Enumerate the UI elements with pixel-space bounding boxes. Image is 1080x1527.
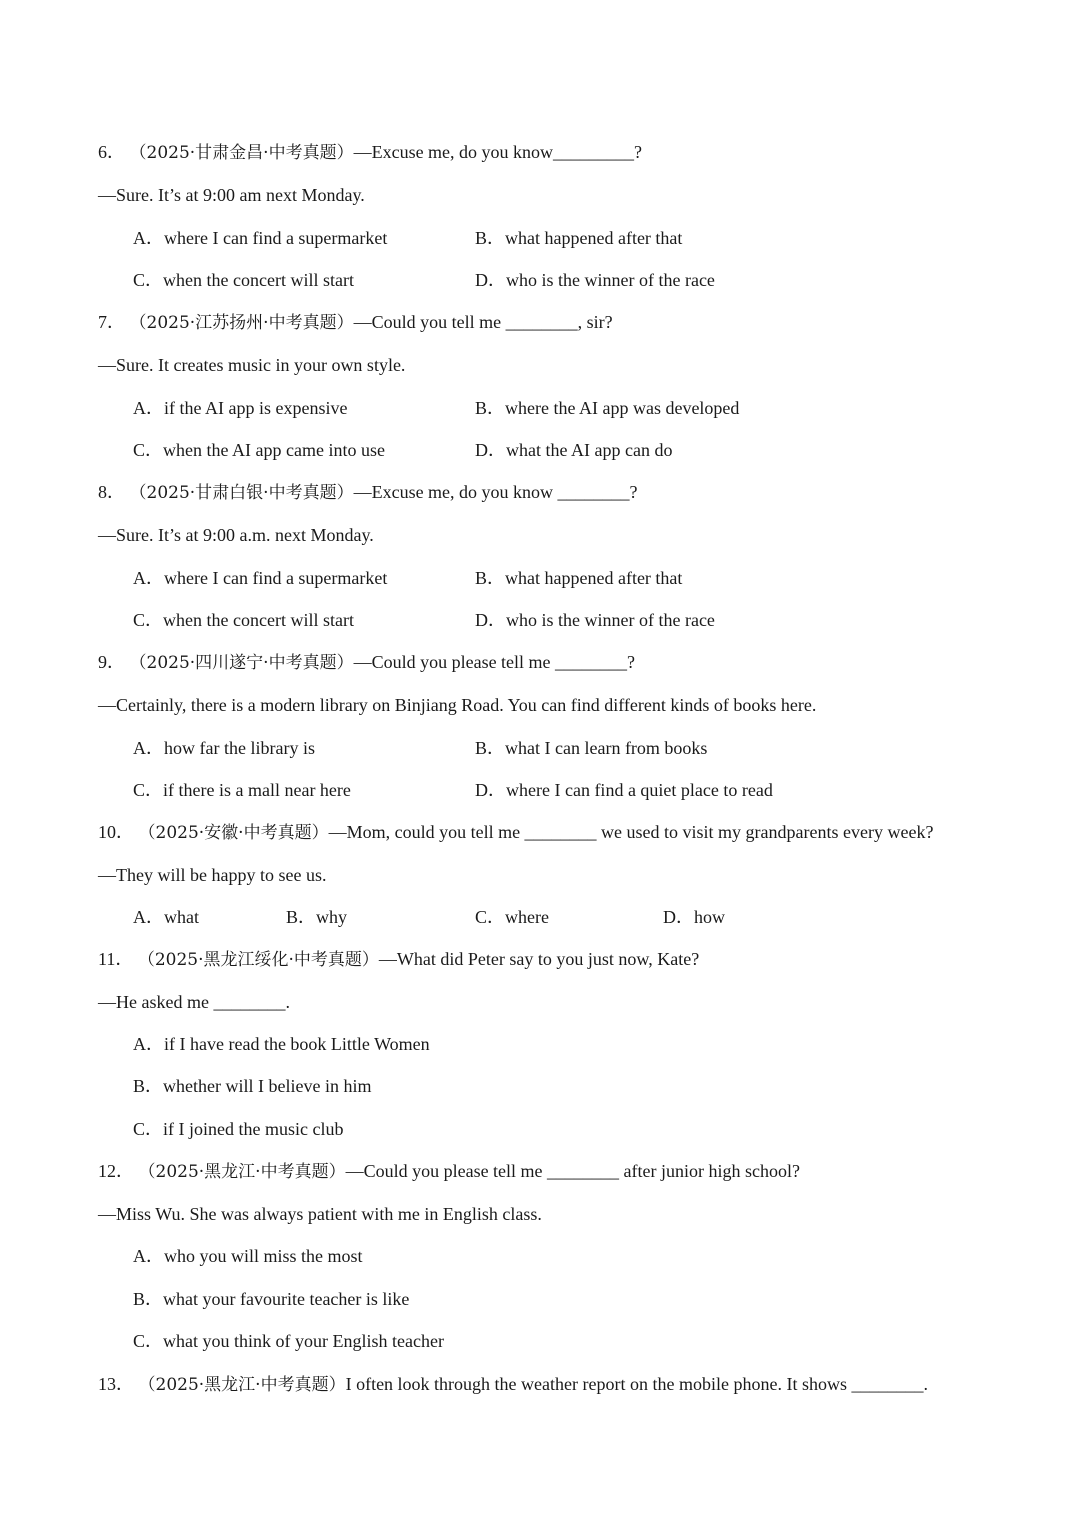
- option-b: B．what I can learn from books: [475, 738, 708, 758]
- question-number: 8．: [98, 482, 125, 502]
- question-stem: —Excuse me, do you know_________?: [353, 142, 643, 162]
- question-number: 11．: [98, 949, 134, 969]
- question-source: （2025·江苏扬州·中考真题）: [129, 313, 354, 333]
- question-number: 6．: [98, 142, 125, 162]
- option-d: D．who is the winner of the race: [475, 610, 715, 630]
- option-a: A．who you will miss the most: [133, 1246, 363, 1266]
- question-number: 7．: [98, 312, 125, 332]
- question-11: [98, 947, 699, 972]
- option-d: D．what the AI app can do: [475, 440, 673, 460]
- option-b: B．whether will I believe in him: [133, 1076, 372, 1096]
- question-reply: —Sure. It’s at 9:00 a.m. next Monday.: [98, 525, 374, 545]
- option-a: A．how far the library is: [133, 738, 315, 758]
- question-reply: —They will be happy to see us.: [98, 865, 327, 885]
- question-stem: —Excuse me, do you know ________?: [353, 482, 638, 502]
- question-12: [98, 1159, 800, 1184]
- option-a: A．where I can find a supermarket: [133, 228, 388, 248]
- option-d: D．who is the winner of the race: [475, 270, 715, 290]
- question-stem: I often look through the weather report on the mobile phone. It shows ________.: [345, 1374, 928, 1394]
- question-8: [98, 480, 638, 505]
- question-source: （2025·黑龙江绥化·中考真题）: [137, 950, 379, 970]
- option-c: C．where: [475, 907, 549, 927]
- question-stem: —Mom, could you tell me ________ we used to visit my grandparents every week?: [328, 822, 934, 842]
- question-reply: —He asked me ________.: [98, 992, 290, 1012]
- question-source: （2025·黑龙江·中考真题）: [138, 1162, 346, 1182]
- option-b: B．what happened after that: [475, 568, 683, 588]
- question-number: 12．: [98, 1161, 134, 1181]
- question-stem: —Could you tell me ________, sir?: [353, 312, 613, 332]
- question-reply: —Sure. It creates music in your own style.: [98, 355, 406, 375]
- question-stem: —Could you please tell me ________ after junior high school?: [345, 1161, 800, 1181]
- option-c: C．when the concert will start: [133, 270, 354, 290]
- question-source: （2025·安徽·中考真题）: [138, 823, 329, 843]
- option-c: C．what you think of your English teacher: [133, 1331, 444, 1351]
- option-d: D．where I can find a quiet place to read: [475, 780, 773, 800]
- option-a: A．where I can find a supermarket: [133, 568, 388, 588]
- question-reply: —Certainly, there is a modern library on Binjiang Road. You can find different kinds of books here.: [98, 695, 817, 715]
- question-10: [98, 820, 933, 845]
- option-a: A．if the AI app is expensive: [133, 398, 348, 418]
- question-6: [98, 140, 642, 165]
- option-c: C．when the AI app came into use: [133, 440, 385, 460]
- question-reply: —Sure. It’s at 9:00 am next Monday.: [98, 185, 365, 205]
- option-a: A．if I have read the book Little Women: [133, 1034, 430, 1054]
- question-source: （2025·甘肃白银·中考真题）: [129, 483, 354, 503]
- option-c: C．if I joined the music club: [133, 1119, 344, 1139]
- question-source: （2025·四川遂宁·中考真题）: [129, 653, 354, 673]
- question-13: [98, 1372, 928, 1397]
- question-source: （2025·甘肃金昌·中考真题）: [129, 143, 354, 163]
- option-b: B．what your favourite teacher is like: [133, 1289, 410, 1309]
- question-reply: —Miss Wu. She was always patient with me in English class.: [98, 1204, 542, 1224]
- question-number: 10．: [98, 822, 134, 842]
- option-b: B．why: [286, 907, 348, 927]
- question-9: [98, 650, 635, 675]
- question-stem: —What did Peter say to you just now, Kate?: [378, 949, 700, 969]
- question-number: 13．: [98, 1374, 134, 1394]
- option-c: C．when the concert will start: [133, 610, 354, 630]
- option-b: B．what happened after that: [475, 228, 683, 248]
- option-a: A．what: [133, 907, 199, 927]
- question-stem: —Could you please tell me ________?: [353, 652, 636, 672]
- option-b: B．where the AI app was developed: [475, 398, 740, 418]
- option-c: C．if there is a mall near here: [133, 780, 351, 800]
- question-7: [98, 310, 613, 335]
- question-number: 9．: [98, 652, 125, 672]
- option-d: D．how: [663, 907, 725, 927]
- question-source: （2025·黑龙江·中考真题）: [138, 1375, 346, 1395]
